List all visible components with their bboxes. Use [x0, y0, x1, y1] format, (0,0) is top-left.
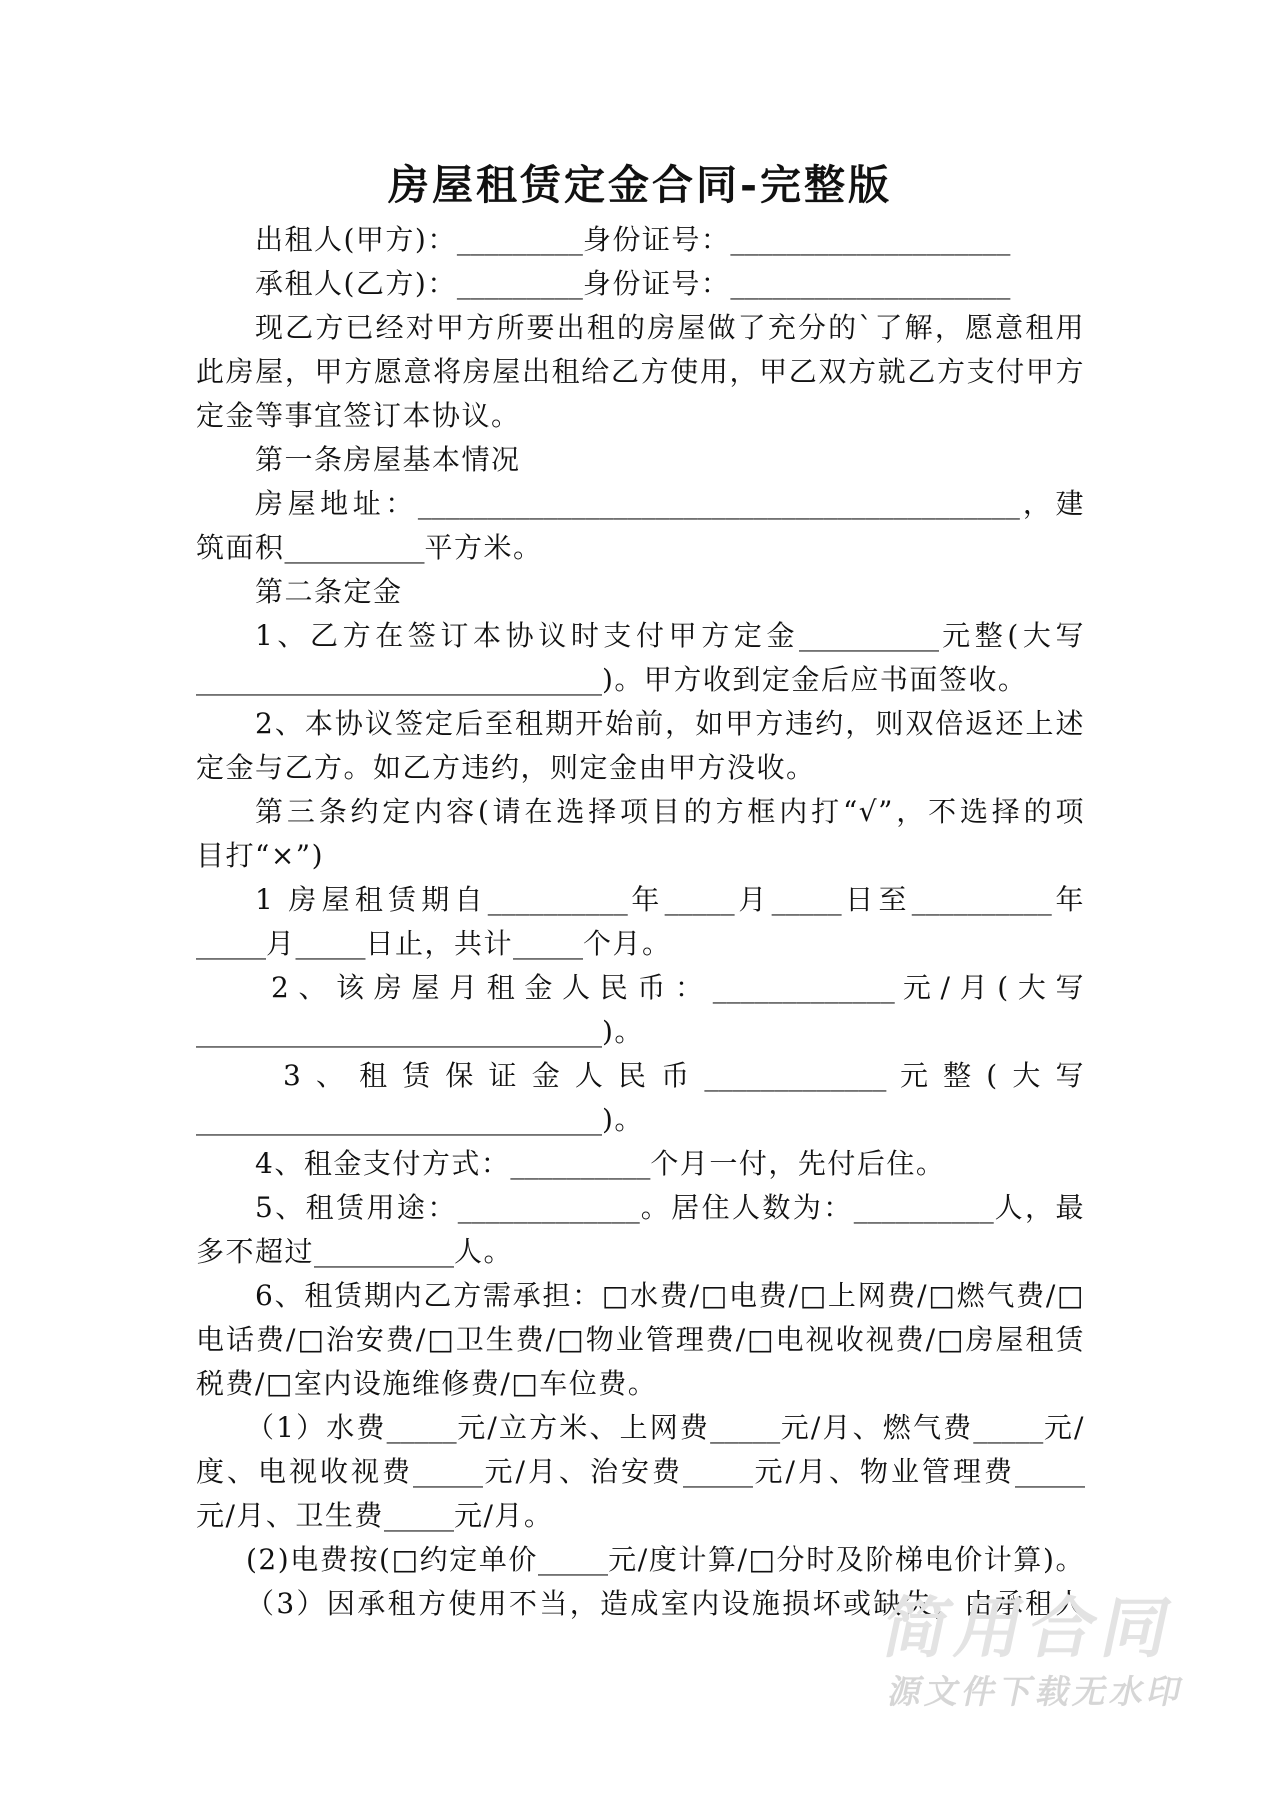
- blank-field: __________: [487, 883, 628, 916]
- clause-line: _____月_____日止，共计_____个月。: [196, 927, 672, 960]
- blank-field: _____: [973, 1411, 1044, 1444]
- blank-field: __________: [510, 1147, 651, 1180]
- clause-line: 1 房屋租赁期自__________年_____月_____日至__________年: [255, 883, 1085, 916]
- preamble-line: 现乙方已经对甲方所要出租的房屋做了充分的`了解，愿意租用: [255, 311, 1085, 344]
- article-3-heading: 第三条约定内容(请在选择项目的方框内打“√”，不选择的项: [255, 795, 1085, 828]
- blank-field: __________: [853, 1191, 994, 1224]
- blank-field: _________: [456, 267, 583, 300]
- clause-line: 税费/□室内设施维修费/□车位费。: [196, 1367, 658, 1400]
- article-2-heading: 第二条定金: [255, 575, 403, 608]
- clause-line: 1、乙方在签订本协议时支付甲方定金__________元整(大写: [255, 619, 1085, 652]
- clause-line: 筑面积__________平方米。: [196, 531, 543, 564]
- article-1-heading: 第一条房屋基本情况: [255, 443, 521, 476]
- blank-field: __________: [284, 531, 425, 564]
- clause-line: 度、电视收视费_____元/月、治安费_____元/月、物业管理费_____: [196, 1455, 1086, 1488]
- blank-field: __________: [911, 883, 1052, 916]
- blank-field: _____________: [712, 971, 895, 1004]
- clause-line: （1）水费_____元/立方米、上网费_____元/月、燃气费_____元/: [246, 1411, 1085, 1444]
- watermark-slogan: 源文件下载无水印: [884, 1672, 1190, 1711]
- clause-line: 定金与乙方。如乙方违约，则定金由甲方没收。: [196, 751, 816, 784]
- blank-field: _____________________________: [196, 663, 602, 696]
- clause-line: 2、该房屋月租金人民币：_____________元/月(大写: [271, 971, 1085, 1004]
- blank-field: _____: [538, 1543, 609, 1576]
- clause-line: 电话费/□治安费/□卫生费/□物业管理费/□电视收视费/□房屋租赁: [196, 1323, 1085, 1356]
- clause-line: _____________________________)。: [196, 1015, 644, 1048]
- contract-body: [196, 218, 1085, 1626]
- blank-field: ____________________: [730, 223, 1011, 256]
- blank-field: _____: [383, 1499, 454, 1532]
- blank-field: _____: [513, 927, 584, 960]
- clause-line: _____________________________)。: [196, 1103, 644, 1136]
- preamble-line: 定金等事宜签订本协议。: [196, 399, 521, 432]
- article-3-heading: 目打“×”): [196, 839, 325, 872]
- blank-field: _____: [196, 927, 266, 960]
- blank-field: _________: [456, 223, 583, 256]
- clause-line: （3）因承租方使用不当，造成室内设施损坏或缺失，由承租人: [246, 1587, 1085, 1620]
- clause-line: 2、本协议签定后至租期开始前，如甲方违约，则双倍返还上述: [255, 707, 1085, 740]
- blank-field: ____________________: [730, 267, 1011, 300]
- blank-field: _____: [386, 1411, 457, 1444]
- blank-field: ___________________________________________: [417, 487, 1020, 520]
- clause-line: (2)电费按(□约定单价_____元/度计算/□分时及阶梯电价计算)。: [246, 1543, 1086, 1576]
- blank-field: __________: [799, 619, 940, 652]
- lessor-line: 出租人(甲方)：_________身份证号：____________________: [255, 223, 1011, 256]
- blank-field: _____: [664, 883, 735, 916]
- blank-field: _____: [710, 1411, 781, 1444]
- blank-field: _____________: [704, 1059, 887, 1092]
- clause-line: 房屋地址：___________________________________________，建: [255, 487, 1085, 520]
- watermark-brand: 简用合同: [875, 1590, 1185, 1667]
- blank-field: _____: [413, 1455, 484, 1488]
- clause-line: 多不超过__________人。: [196, 1235, 514, 1268]
- blank-field: _____________________________: [196, 1015, 602, 1048]
- lessee-line: 承租人(乙方)：_________身份证号：____________________: [255, 267, 1011, 300]
- blank-field: _____: [1015, 1455, 1086, 1488]
- blank-field: _____: [771, 883, 842, 916]
- clause-line: 5、租赁用途：_____________。居住人数为：__________人，最: [255, 1191, 1085, 1224]
- blank-field: _____________: [457, 1191, 640, 1224]
- blank-field: _____: [295, 927, 366, 960]
- preamble-line: 此房屋，甲方愿意将房屋出租给乙方使用，甲乙双方就乙方支付甲方: [196, 355, 1085, 388]
- clause-line: 元/月、卫生费_____元/月。: [196, 1499, 554, 1532]
- blank-field: __________: [314, 1235, 455, 1268]
- clause-line: 4、租金支付方式：__________个月一付，先付后住。: [255, 1147, 946, 1180]
- clause-line: 6、租赁期内乙方需承担：□水费/□电费/□上网费/□燃气费/□: [255, 1279, 1085, 1312]
- blank-field: _____________________________: [196, 1103, 602, 1136]
- clause-line: 3、租赁保证金人民币_____________元整(大写: [283, 1059, 1085, 1092]
- blank-field: _____: [683, 1455, 754, 1488]
- contract-title: 房屋租赁定金合同-完整版: [387, 161, 892, 209]
- clause-line: _____________________________)。甲方收到定金后应书面签收。: [196, 663, 1028, 696]
